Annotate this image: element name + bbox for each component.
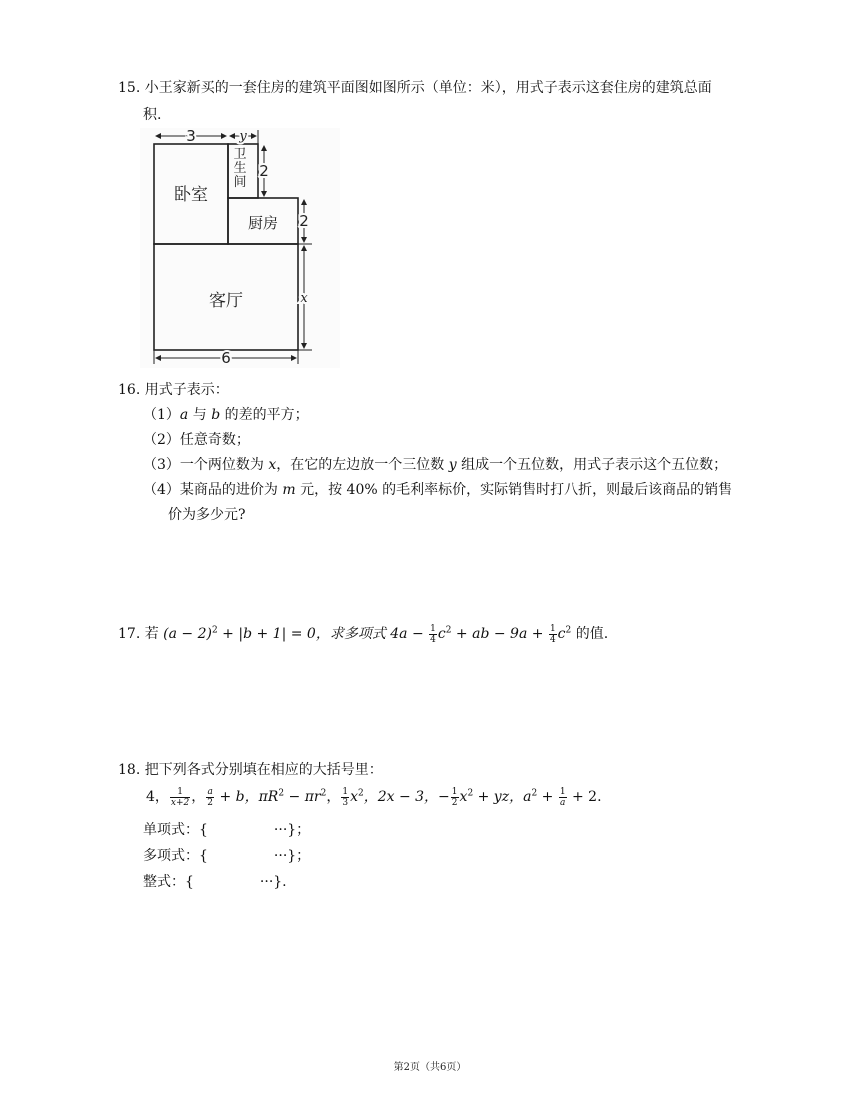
dim-label-kitchen-2: 2 [299, 212, 309, 230]
q15-number: 15. [118, 80, 141, 96]
q17-fraction-2: $\frac{1}{4}$ [549, 623, 556, 645]
kitchen-label: 厨房 [247, 214, 279, 232]
q15-line2: 积. [143, 107, 162, 123]
living-label: 客厅 [209, 291, 243, 311]
q16-part2: （2）任意奇数； [143, 432, 250, 448]
q17-text: 17. 若 $(a - 2)^2 + |b + 1| = 0$，求多项式 4a − $\frac{1}{4}$ $c^2$ + ab − 9a + $\frac{1}{4}$ $c^2$ 的值. [118, 623, 609, 645]
dim-label-right-x: x [300, 291, 308, 306]
q16-title: 16. 用式子表示： [118, 382, 229, 398]
q18-polynomial-line: 多项式：{ ···}； [143, 848, 311, 864]
q15-line1 [118, 76, 712, 100]
q15-text: 小王家新买的一套住房的建筑平面图如图所示（单位：米），用式子表示这套住房的建筑总面 [144, 80, 712, 96]
q16-part3: （3）一个两位数为 x，在它的左边放一个三位数 y 组成一个五位数，用式子表示这个五位数； [143, 457, 728, 473]
dim-label-top-y: y [239, 129, 247, 144]
q16-part4-line2: 价为多少元? [168, 507, 246, 523]
q18-monomial-line: 单项式：{ ···}； [143, 822, 311, 838]
q17-fraction-1: $\frac{1}{4}$ [430, 623, 436, 645]
bathroom-label: 卫生间 [233, 147, 247, 190]
dim-label-top-3: 3 [186, 128, 196, 145]
dim-label-bath-2: 2 [259, 162, 269, 180]
dim-label-bottom-6: 6 [221, 349, 231, 367]
q18-expressions: 4， $\frac{1}{x+2}$ ， $\frac{a}{2}$ + b，$\pi R^2 - \pi r^2$， $\frac{1}{3}$ $x^2$，2x − 3，− $\frac{1}{2}$ $x^2$ + yz，$a^2$ + $\frac{1}{a}$ + 2. [146, 786, 602, 808]
q18-integral-line: 整式：{ ···}. [143, 874, 287, 890]
q16-part4: （4）某商品的进价为 m 元，按 40% 的毛利率标价，实际销售时打八折，则最后该商品的销售 [143, 482, 733, 498]
q18-title: 18. 把下列各式分别填在相应的大括号里： [118, 762, 383, 778]
bedroom-label: 卧室 [174, 185, 208, 205]
page-footer: 第2页（共6页） [393, 1062, 467, 1073]
q16-part1: （1）a 与 b 的差的平方； [143, 407, 309, 423]
